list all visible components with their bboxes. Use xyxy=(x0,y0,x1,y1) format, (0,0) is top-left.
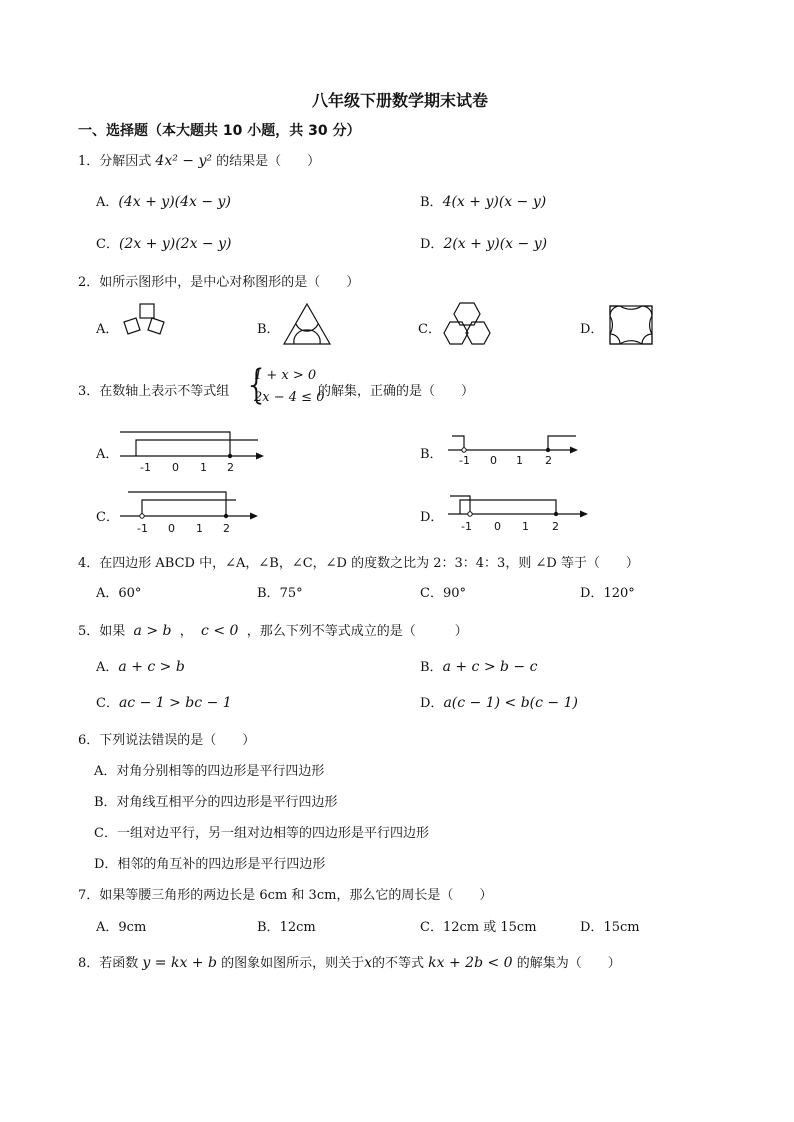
option-label: D． xyxy=(580,586,604,601)
page-title: 八年级下册数学期末试卷 xyxy=(312,91,489,110)
q1-option-a[interactable] xyxy=(96,191,231,210)
option-label: D． xyxy=(420,237,444,252)
option-label: B． xyxy=(257,586,280,601)
q6-option-a[interactable]: A．对角分别相等的四边形是平行四边形 xyxy=(94,764,325,779)
q5-condition-2: c < 0 xyxy=(201,623,239,639)
option-label: B． xyxy=(257,920,280,935)
q5-condition-1: a > b xyxy=(133,623,172,639)
option-text: (4x + y)(4x − y) xyxy=(118,194,231,210)
q1-stem: 1．分解因式 xyxy=(78,154,152,169)
option-text: 120° xyxy=(603,586,635,601)
option-text: a + c > b xyxy=(118,659,185,675)
q3-option-a[interactable]: A． xyxy=(96,447,119,462)
q7-option-d[interactable] xyxy=(580,916,640,935)
tick-label: -1 xyxy=(459,454,470,467)
q6-option-d[interactable]: D．相邻的角互补的四边形是平行四边形 xyxy=(94,857,326,872)
q1-expression: 4x² − y² xyxy=(155,153,212,169)
q8-middle-text: 的图象如图所示，则关于 xyxy=(221,956,365,971)
option-text: 2(x + y)(x − y) xyxy=(443,236,548,252)
q5-option-a[interactable] xyxy=(96,656,185,675)
option-text: 4(x + y)(x − y) xyxy=(442,194,547,210)
tick-label: 2 xyxy=(552,520,559,533)
tick-label: 0 xyxy=(168,522,175,535)
q4-option-a[interactable] xyxy=(96,582,141,601)
brace-icon: { xyxy=(244,362,270,408)
q3-system-line1: 1 + x > 0 xyxy=(254,368,317,383)
q4-option-c[interactable] xyxy=(420,582,466,601)
q5-option-b[interactable] xyxy=(420,656,537,675)
option-label: A． xyxy=(96,920,119,935)
q5-tail: ，那么下列不等式成立的是（ ） xyxy=(246,624,468,639)
q1-option-b[interactable] xyxy=(420,191,546,210)
option-text: (2x + y)(2x − y) xyxy=(118,236,232,252)
number-line-d xyxy=(446,490,596,536)
option-text: 75° xyxy=(279,586,303,601)
q3-option-b[interactable]: B． xyxy=(420,447,443,462)
q8-tail: 的解集为（ ） xyxy=(516,956,621,971)
tick-label: 1 xyxy=(522,520,529,533)
option-label: A． xyxy=(96,660,119,675)
option-label: C． xyxy=(96,696,119,711)
q3-system-line2: 2x − 4 ≤ 0 xyxy=(254,390,325,405)
q3-stem: 3．在数轴上表示不等式组 xyxy=(78,384,230,399)
q3-option-c[interactable]: C． xyxy=(96,510,119,525)
option-text: 12cm 或 15cm xyxy=(442,920,537,935)
option-label: B． xyxy=(420,660,443,675)
option-label: C． xyxy=(420,586,443,601)
option-text: 90° xyxy=(442,586,466,601)
option-label: D． xyxy=(580,920,604,935)
question-1 xyxy=(78,150,320,169)
tick-label: 0 xyxy=(494,520,501,533)
option-label: D． xyxy=(420,696,444,711)
tick-label: 1 xyxy=(196,522,203,535)
q8-inequality: kx + 2b < 0 xyxy=(428,955,513,971)
option-text: 12cm xyxy=(279,920,316,935)
three-squares-figure xyxy=(118,302,174,348)
tick-label: 1 xyxy=(200,461,207,474)
q7-option-c[interactable] xyxy=(420,916,537,935)
square-quarter-circles-figure xyxy=(608,304,654,346)
q1-tail: 的结果是（ ） xyxy=(216,154,321,169)
q1-option-c[interactable] xyxy=(96,233,232,252)
section-heading: 一、选择题（本大题共 10 小题，共 30 分） xyxy=(78,123,361,139)
question-7: 7．如果等腰三角形的两边长是 6cm 和 3cm，那么它的周长是（ ） xyxy=(78,888,493,903)
q5-option-c[interactable] xyxy=(96,692,232,711)
tick-label: -1 xyxy=(137,522,148,535)
option-text: a + c > b − c xyxy=(442,659,538,675)
option-label: A． xyxy=(96,195,119,210)
three-hexagons-figure xyxy=(442,300,492,348)
q3-option-d[interactable]: D． xyxy=(420,510,444,525)
q8-stem: 8．若函数 xyxy=(78,956,139,971)
q5-option-d[interactable] xyxy=(420,692,578,711)
q8-middle-text-2: 的不等式 xyxy=(372,956,425,971)
q8-variable: x xyxy=(364,955,372,971)
tick-label: 2 xyxy=(545,454,552,467)
q3-tail: 的解集，正确的是（ ） xyxy=(318,384,475,399)
q6-option-b[interactable]: B．对角线互相平分的四边形是平行四边形 xyxy=(94,795,338,810)
question-2: 2．如所示图形中，是中心对称图形的是（ ） xyxy=(78,275,360,290)
q2-option-b[interactable]: B． xyxy=(257,322,280,337)
tick-label: -1 xyxy=(461,520,472,533)
number-line-a xyxy=(118,424,268,474)
question-8 xyxy=(78,952,621,971)
tick-label: 2 xyxy=(223,522,230,535)
q6-option-c[interactable]: C．一组对边平行，另一组对边相等的四边形是平行四边形 xyxy=(94,826,429,841)
question-5 xyxy=(78,620,468,639)
q4-option-b[interactable] xyxy=(257,582,303,601)
q7-option-b[interactable] xyxy=(257,916,316,935)
q4-option-d[interactable] xyxy=(580,582,635,601)
option-text: 60° xyxy=(118,586,142,601)
option-text: 9cm xyxy=(118,920,147,935)
option-label: A． xyxy=(96,586,119,601)
q5-separator: ， xyxy=(179,624,193,639)
number-line-b xyxy=(446,430,586,470)
option-text: 15cm xyxy=(603,920,640,935)
option-label: B． xyxy=(420,195,443,210)
question-6: 6．下列说法错误的是（ ） xyxy=(78,733,256,748)
tick-label: -1 xyxy=(140,461,151,474)
option-text: a(c − 1) < b(c − 1) xyxy=(443,695,578,711)
option-label: C． xyxy=(420,920,443,935)
tick-label: 0 xyxy=(172,461,179,474)
q2-option-d[interactable]: D． xyxy=(580,322,604,337)
question-4: 4．在四边形 ABCD 中，∠A，∠B，∠C，∠D 的度数之比为 2：3：4：3，则 ∠D 等于（ ） xyxy=(78,556,639,571)
tick-label: 2 xyxy=(227,461,234,474)
q5-stem: 5．如果 xyxy=(78,624,126,639)
number-line-c xyxy=(118,488,268,538)
q8-function: y = kx + b xyxy=(142,955,217,971)
triangle-arcs-figure xyxy=(282,302,332,346)
q2-option-c[interactable]: C． xyxy=(418,322,441,337)
tick-label: 1 xyxy=(516,454,523,467)
tick-label: 0 xyxy=(490,454,497,467)
q7-option-a[interactable] xyxy=(96,916,146,935)
q1-option-d[interactable] xyxy=(420,233,547,252)
q2-option-a[interactable]: A． xyxy=(96,322,119,337)
option-label: C． xyxy=(96,237,119,252)
option-text: ac − 1 > bc − 1 xyxy=(118,695,232,711)
